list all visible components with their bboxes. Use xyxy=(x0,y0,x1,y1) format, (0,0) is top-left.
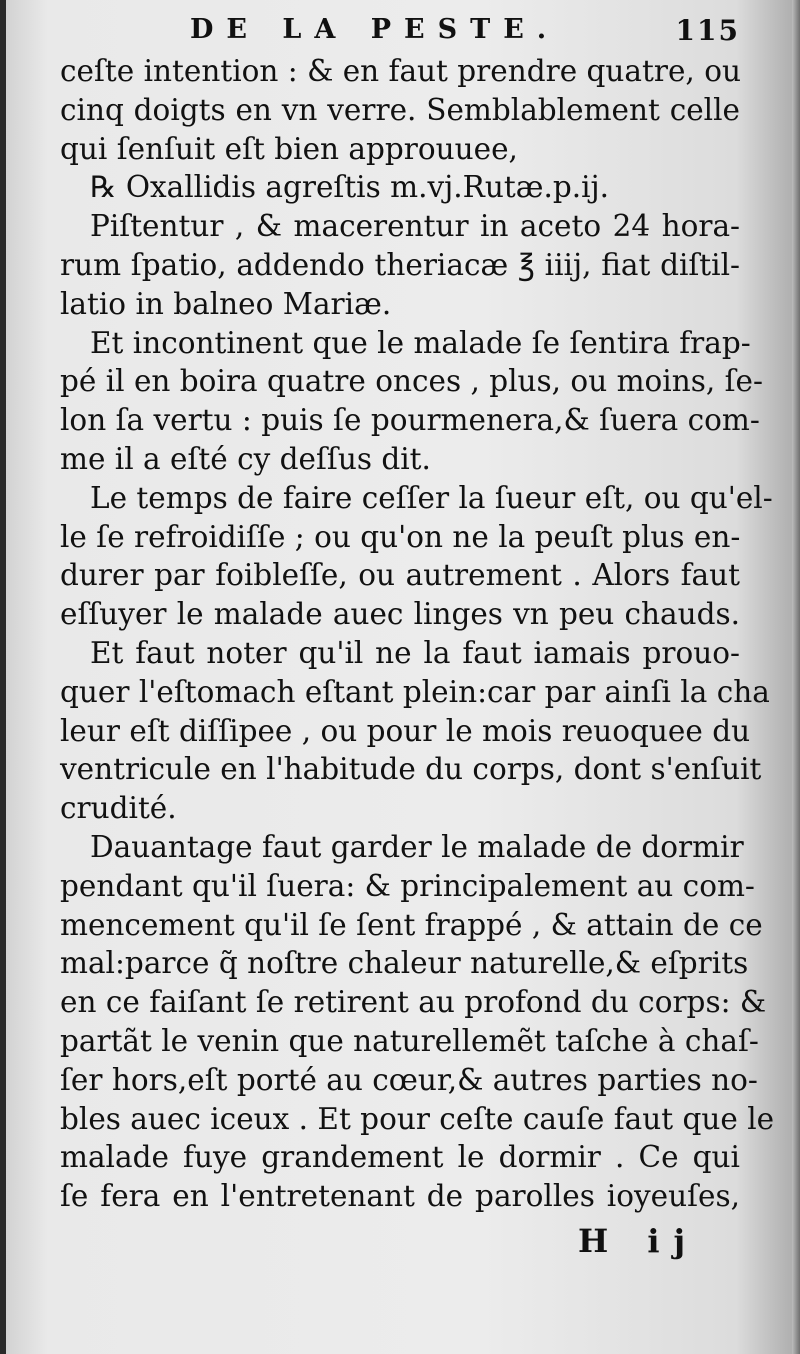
signature-mark: H ij xyxy=(578,1222,700,1260)
text-line: mal:parce q̃ noſtre chaleur naturelle,& eſprits xyxy=(60,946,749,981)
text-line: quer l'eſtomach eſtant plein:car par ainſi la cha xyxy=(60,674,770,709)
text-line: le ſe refroidiſſe ; ou qu'on ne la peuſt plus en- xyxy=(60,519,741,554)
recipe-line: ℞ Oxallidis agreſtis m.vj.Rutæ.p.ij. xyxy=(90,170,610,205)
paragraph-start-line: Dauantage faut garder le malade de dormir xyxy=(90,829,744,864)
text-line: cinq doigts en vn verre. Semblablement celle xyxy=(60,92,740,127)
text-line: pendant qu'il ſuera: & principalement au com- xyxy=(60,868,755,903)
page-edge-left xyxy=(0,0,6,1354)
text-line: durer par foibleſſe, ou autrement . Alors faut xyxy=(60,558,740,593)
text-line: latio in balneo Mariæ. xyxy=(60,286,392,321)
text-line: ſe fera en l'entretenant de parolles ioyeuſes, xyxy=(60,1179,740,1214)
paragraph-start-line: Et incontinent que le malade ſe ſentira frap- xyxy=(90,325,751,360)
text-line: leur eſt diſſipee , ou pour le mois reuoquee du xyxy=(60,713,751,748)
text-line: mencement qu'il ſe ſent frappé , & attain de ce xyxy=(60,907,763,942)
text-line: malade fuye grandement le dormir . Ce qui xyxy=(60,1140,740,1175)
text-line: rum ſpatio, addendo theriacæ ℥ iiij, fiat diſtil- xyxy=(60,247,740,282)
text-line: qui ſenſuit eſt bien approuuee, xyxy=(60,131,518,166)
text-line: ventricule en l'habitude du corps, dont s'enſuit xyxy=(60,752,762,787)
paragraph-start-line: Le temps de faire ceſſer la ſueur eſt, ou qu'el- xyxy=(90,480,773,515)
text-line: pé il en boira quatre onces , plus, ou moins, ſe- xyxy=(60,364,763,399)
text-line: en ce faiſant ſe retirent au profond du corps: & xyxy=(60,985,767,1020)
text-line: Piſtentur , & macerentur in aceto 24 hora- xyxy=(90,209,740,244)
running-title: DE LA PESTE. xyxy=(190,14,560,45)
paragraph-start-line: Et faut noter qu'il ne la faut iamais prouo- xyxy=(90,635,740,670)
text-line: me il a eſté cy deſſus dit. xyxy=(60,441,431,476)
text-line: partãt le venin que naturellemẽt taſche à chaſ- xyxy=(60,1023,759,1058)
text-line: crudité. xyxy=(60,791,177,826)
text-line: eſſuyer le malade auec linges vn peu chauds. xyxy=(60,597,740,632)
body-text xyxy=(60,52,775,1216)
page-edge-right xyxy=(792,0,800,1354)
text-line: ceſte intention : & en faut prendre quatre, ou xyxy=(60,54,741,88)
page-header xyxy=(60,14,740,54)
text-line: ſer hors,eſt porté au cœur,& autres parties no- xyxy=(60,1062,758,1097)
text-line: bles auec iceux . Et pour ceſte cauſe faut que le xyxy=(60,1101,775,1136)
text-line: lon ſa vertu : puis ſe pourmenera,& ſuera com- xyxy=(60,403,760,438)
page-number: 115 xyxy=(675,14,740,47)
